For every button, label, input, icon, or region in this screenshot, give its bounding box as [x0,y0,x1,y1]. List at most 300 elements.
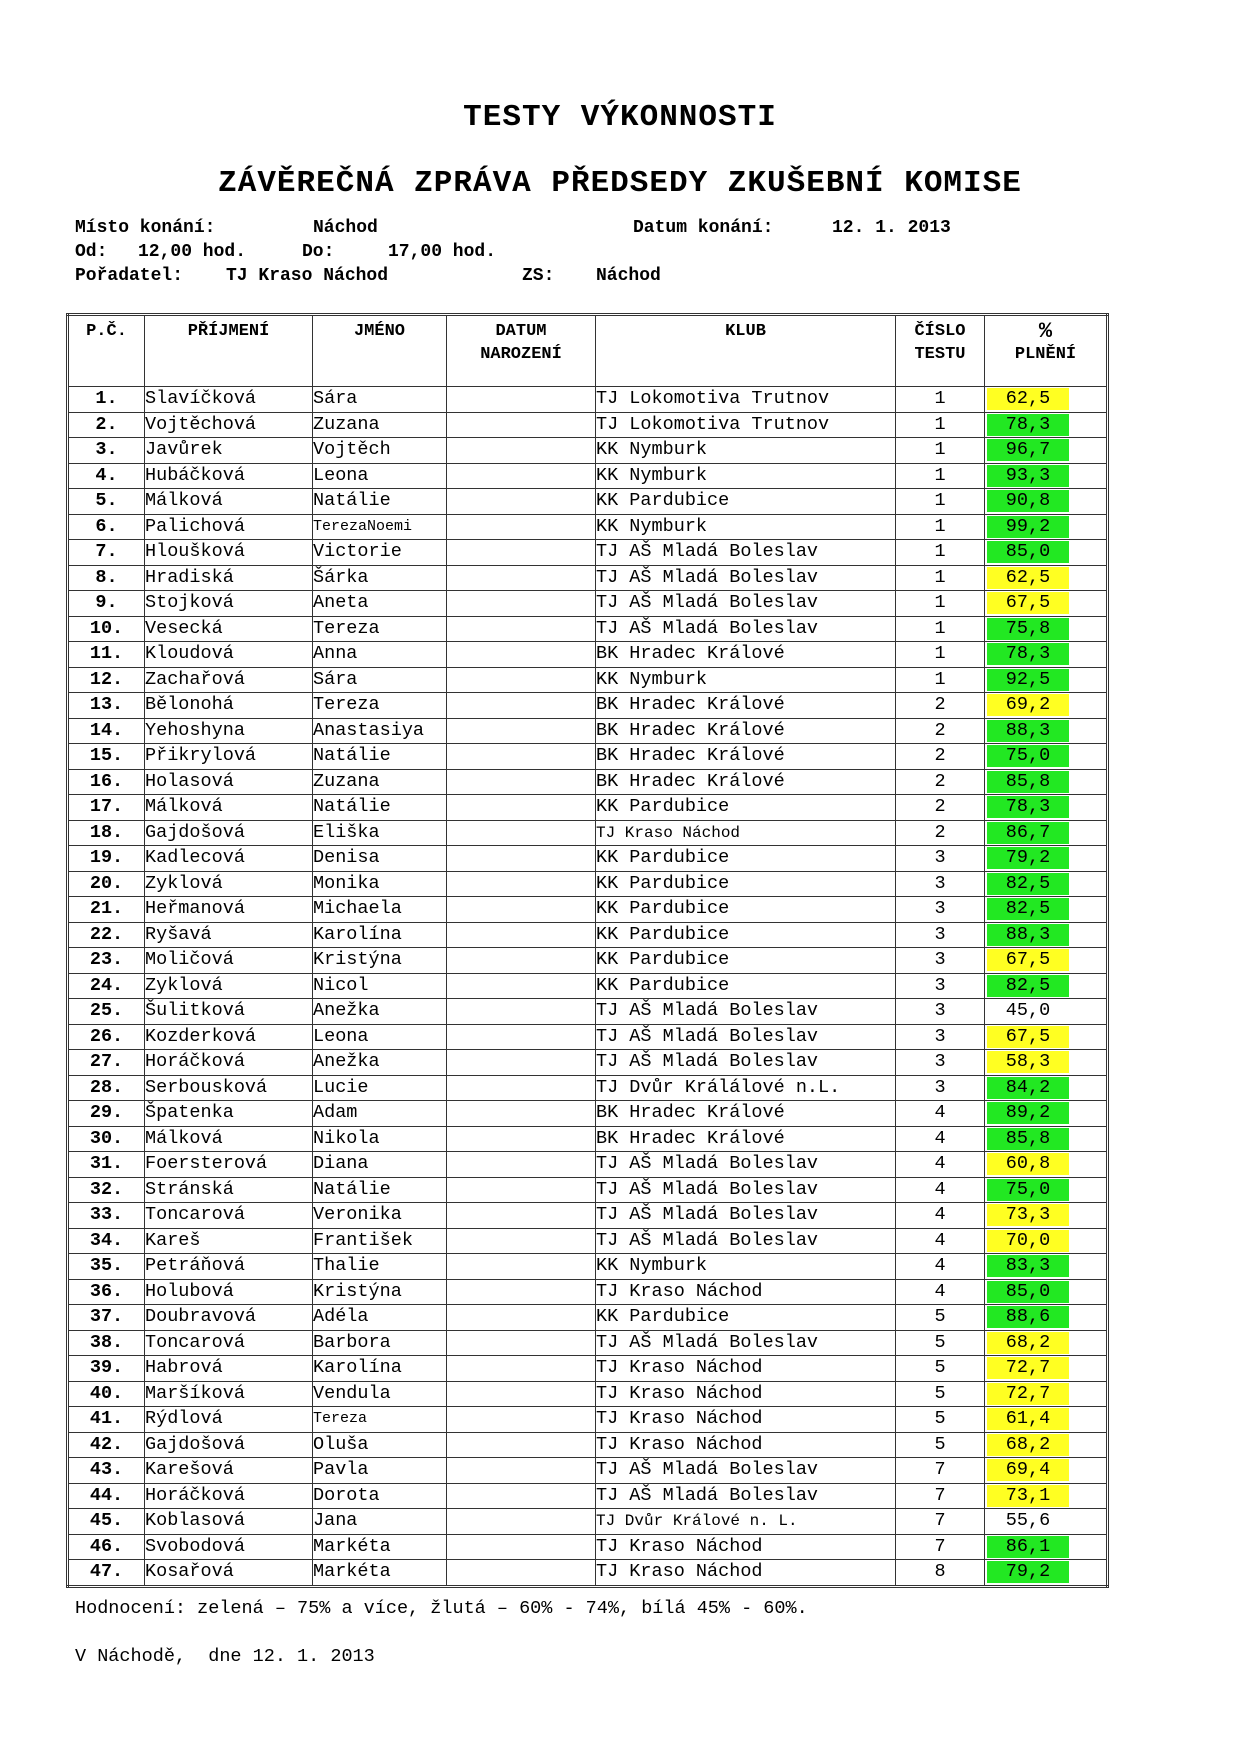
row-first-name: Markéta [313,1560,447,1587]
row-surname: Yehoshyna [145,718,313,744]
table-row [68,1177,1108,1203]
row-birth-date [447,667,596,693]
row-first-name: Kristýna [313,948,447,974]
row-test-number: 4 [896,1203,985,1229]
row-fulfilment [985,1075,1108,1101]
row-test-number: 1 [896,387,985,413]
row-fulfilment [985,1560,1108,1587]
row-birth-date [447,820,596,846]
row-club: KK Nymburk [596,514,896,540]
row-birth-date [447,1279,596,1305]
row-club: TJ AŠ Mladá Boleslav [596,1177,896,1203]
fulfilment-value: 99,2 [987,516,1069,538]
row-first-name: Diana [313,1152,447,1178]
table-row [68,1483,1108,1509]
table-row [68,744,1108,770]
table-row [68,973,1108,999]
fulfilment-value: 79,2 [987,847,1069,869]
from-value: 12,00 hod. [138,242,247,262]
row-birth-date [447,565,596,591]
row-fulfilment [985,489,1108,515]
row-first-name: Nicol [313,973,447,999]
row-first-name: TerezaNoemi [313,514,447,540]
row-first-name: Zuzana [313,412,447,438]
row-club: TJ AŠ Mladá Boleslav [596,999,896,1025]
row-fulfilment [985,1152,1108,1178]
zs-value: Náchod [596,266,661,286]
table-row [68,948,1108,974]
col-header-test-line1: ČÍSLO [914,322,966,341]
row-club: TJ AŠ Mladá Boleslav [596,1024,896,1050]
row-birth-date [447,1483,596,1509]
row-first-name: Natálie [313,744,447,770]
row-test-number: 2 [896,718,985,744]
row-fulfilment [985,999,1108,1025]
row-number: 18. [68,820,145,846]
row-first-name: Thalie [313,1254,447,1280]
row-birth-date [447,591,596,617]
row-fulfilment [985,642,1108,668]
table-row [68,667,1108,693]
table-row [68,591,1108,617]
row-first-name: Tereza [313,616,447,642]
row-test-number: 1 [896,616,985,642]
row-test-number: 8 [896,1560,985,1587]
row-number: 42. [68,1432,145,1458]
zs-label: ZS: [522,266,555,286]
row-club: TJ AŠ Mladá Boleslav [596,1330,896,1356]
row-fulfilment [985,744,1108,770]
table-row [68,1458,1108,1484]
row-club: TJ AŠ Mladá Boleslav [596,1483,896,1509]
row-birth-date [447,693,596,719]
row-number: 43. [68,1458,145,1484]
row-club: BK Hradec Králové [596,1101,896,1127]
row-fulfilment [985,769,1108,795]
row-fulfilment [985,948,1108,974]
col-header-pct-line1: % [1038,319,1053,344]
row-number: 39. [68,1356,145,1382]
row-number: 12. [68,667,145,693]
row-test-number: 5 [896,1407,985,1433]
row-fulfilment [985,616,1108,642]
fulfilment-value: 62,5 [987,567,1069,589]
table-row [68,999,1108,1025]
row-number: 3. [68,438,145,464]
row-birth-date [447,744,596,770]
date-value: 12. 1. 2013 [832,218,951,238]
table-row [68,1228,1108,1254]
from-label: Od: [75,242,108,262]
row-fulfilment [985,1330,1108,1356]
row-fulfilment [985,1279,1108,1305]
row-number: 32. [68,1177,145,1203]
row-first-name: Barbora [313,1330,447,1356]
fulfilment-value: 85,8 [987,771,1069,793]
col-header-birth-line1: DATUM [495,322,547,341]
row-club: KK Nymburk [596,667,896,693]
place-label: Místo konání: [75,218,216,238]
row-first-name: Vojtěch [313,438,447,464]
row-surname: Vojtěchová [145,412,313,438]
row-club: TJ AŠ Mladá Boleslav [596,540,896,566]
row-surname: Toncarová [145,1203,313,1229]
row-number: 16. [68,769,145,795]
row-surname: Kozderková [145,1024,313,1050]
row-test-number: 2 [896,769,985,795]
table-body [68,387,1108,1587]
table-row [68,463,1108,489]
row-club: TJ Dvůr Králálové n.L. [596,1075,896,1101]
row-birth-date [447,438,596,464]
fulfilment-value: 60,8 [987,1153,1069,1175]
row-surname: Bělonohá [145,693,313,719]
row-fulfilment [985,871,1108,897]
table-row [68,897,1108,923]
row-test-number: 1 [896,412,985,438]
table-row [68,1305,1108,1331]
row-birth-date [447,514,596,540]
row-birth-date [447,540,596,566]
row-fulfilment [985,795,1108,821]
table-row [68,1024,1108,1050]
row-surname: Heřmanová [145,897,313,923]
row-surname: Hubáčková [145,463,313,489]
fulfilment-value: 69,2 [987,694,1069,716]
row-first-name: Veronika [313,1203,447,1229]
fulfilment-value: 55,6 [1005,1510,1051,1532]
row-first-name: Natálie [313,795,447,821]
fulfilment-value: 78,3 [987,643,1069,665]
table-row [68,795,1108,821]
fulfilment-value: 67,5 [987,1026,1069,1048]
row-birth-date [447,846,596,872]
row-test-number: 3 [896,1050,985,1076]
row-surname: Koblasová [145,1509,313,1535]
row-birth-date [447,718,596,744]
row-test-number: 5 [896,1381,985,1407]
row-surname: Zyklová [145,973,313,999]
row-number: 5. [68,489,145,515]
fulfilment-value: 75,0 [987,745,1069,767]
col-header-pct [985,315,1108,387]
row-birth-date [447,1458,596,1484]
table-row [68,693,1108,719]
row-surname: Moličová [145,948,313,974]
table-row [68,1075,1108,1101]
row-number: 15. [68,744,145,770]
row-birth-date [447,616,596,642]
col-header-first-name: JMÉNO [313,315,447,387]
fulfilment-value: 79,2 [987,1561,1069,1583]
row-birth-date [447,1534,596,1560]
row-fulfilment [985,412,1108,438]
row-test-number: 5 [896,1432,985,1458]
row-surname: Špatenka [145,1101,313,1127]
row-fulfilment [985,693,1108,719]
fulfilment-value: 61,4 [987,1408,1069,1430]
row-first-name: Natálie [313,1177,447,1203]
row-birth-date [447,1101,596,1127]
row-club: KK Pardubice [596,795,896,821]
row-test-number: 7 [896,1534,985,1560]
row-number: 40. [68,1381,145,1407]
row-surname: Kloudová [145,642,313,668]
row-number: 44. [68,1483,145,1509]
row-number: 28. [68,1075,145,1101]
row-test-number: 4 [896,1254,985,1280]
row-surname: Slavíčková [145,387,313,413]
table-row [68,1279,1108,1305]
row-surname: Horáčková [145,1483,313,1509]
to-value: 17,00 hod. [388,242,497,262]
row-birth-date [447,1254,596,1280]
table-row [68,769,1108,795]
row-club: TJ AŠ Mladá Boleslav [596,616,896,642]
row-first-name: Sára [313,667,447,693]
row-fulfilment [985,1534,1108,1560]
row-club: TJ AŠ Mladá Boleslav [596,1228,896,1254]
row-fulfilment [985,1177,1108,1203]
row-test-number: 5 [896,1305,985,1331]
col-header-club: KLUB [596,315,896,387]
row-first-name: Kristýna [313,1279,447,1305]
row-birth-date [447,489,596,515]
row-birth-date [447,1075,596,1101]
row-club: TJ Kraso Náchod [596,1432,896,1458]
row-test-number: 4 [896,1101,985,1127]
row-first-name: Sára [313,387,447,413]
row-test-number: 1 [896,514,985,540]
row-test-number: 5 [896,1356,985,1382]
row-first-name: Monika [313,871,447,897]
fulfilment-value: 92,5 [987,669,1069,691]
row-surname: Svobodová [145,1534,313,1560]
row-test-number: 1 [896,591,985,617]
row-fulfilment [985,1509,1108,1535]
table-row [68,1356,1108,1382]
table-row [68,412,1108,438]
col-header-pct-line2: PLNĚNÍ [1014,345,1077,364]
row-number: 10. [68,616,145,642]
row-number: 45. [68,1509,145,1535]
row-number: 37. [68,1305,145,1331]
row-club: KK Pardubice [596,489,896,515]
row-first-name: František [313,1228,447,1254]
row-number: 20. [68,871,145,897]
row-first-name: Vendula [313,1381,447,1407]
row-birth-date [447,1126,596,1152]
row-birth-date [447,642,596,668]
row-number: 22. [68,922,145,948]
table-row [68,438,1108,464]
row-surname: Málková [145,1126,313,1152]
fulfilment-value: 72,7 [987,1357,1069,1379]
document-title: TESTY VÝKONNOSTI [463,100,777,135]
row-test-number: 1 [896,642,985,668]
table-row [68,1381,1108,1407]
row-club: BK Hradec Králové [596,769,896,795]
row-birth-date [447,1407,596,1433]
row-club: TJ Kraso Náchod [596,1381,896,1407]
row-fulfilment [985,463,1108,489]
fulfilment-value: 45,0 [1005,1000,1051,1022]
row-number: 8. [68,565,145,591]
col-header-test-line2: TESTU [914,345,966,364]
row-surname: Rýdlová [145,1407,313,1433]
row-birth-date [447,973,596,999]
row-club: KK Nymburk [596,1254,896,1280]
place-value: Náchod [313,218,378,238]
row-fulfilment [985,1024,1108,1050]
table-header-row [68,315,1108,387]
row-fulfilment [985,1407,1108,1433]
row-test-number: 4 [896,1228,985,1254]
row-birth-date [447,922,596,948]
row-birth-date [447,1203,596,1229]
row-first-name: Nikola [313,1126,447,1152]
row-first-name: Tereza [313,1407,447,1433]
fulfilment-value: 96,7 [987,439,1069,461]
fulfilment-value: 84,2 [987,1077,1069,1099]
row-surname: Ryšavá [145,922,313,948]
row-test-number: 1 [896,463,985,489]
row-surname: Gajdošová [145,1432,313,1458]
table-row [68,565,1108,591]
row-surname: Vesecká [145,616,313,642]
row-first-name: Karolína [313,1356,447,1382]
row-birth-date [447,871,596,897]
row-test-number: 3 [896,1075,985,1101]
row-birth-date [447,463,596,489]
row-number: 41. [68,1407,145,1433]
row-fulfilment [985,1458,1108,1484]
row-birth-date [447,795,596,821]
row-test-number: 7 [896,1458,985,1484]
row-club: TJ AŠ Mladá Boleslav [596,565,896,591]
fulfilment-value: 69,4 [987,1459,1069,1481]
row-test-number: 2 [896,693,985,719]
row-surname: Hradiská [145,565,313,591]
fulfilment-value: 68,2 [987,1332,1069,1354]
row-club: KK Nymburk [596,463,896,489]
fulfilment-value: 72,7 [987,1383,1069,1405]
row-birth-date [447,412,596,438]
row-first-name: Anežka [313,999,447,1025]
table-row [68,820,1108,846]
table-row [68,1407,1108,1433]
row-first-name: Anežka [313,1050,447,1076]
table-row [68,922,1108,948]
row-club: TJ Lokomotiva Trutnov [596,412,896,438]
row-birth-date [447,1024,596,1050]
row-club: KK Pardubice [596,973,896,999]
fulfilment-value: 93,3 [987,465,1069,487]
row-club: TJ AŠ Mladá Boleslav [596,1458,896,1484]
row-test-number: 1 [896,438,985,464]
row-club: BK Hradec Králové [596,744,896,770]
col-header-test [896,315,985,387]
table-row [68,1330,1108,1356]
row-test-number: 3 [896,871,985,897]
row-birth-date [447,1381,596,1407]
row-fulfilment [985,591,1108,617]
row-club: KK Pardubice [596,948,896,974]
organizer-label: Pořadatel: [75,266,184,286]
row-surname: Málková [145,795,313,821]
row-number: 24. [68,973,145,999]
row-club: KK Pardubice [596,897,896,923]
row-number: 33. [68,1203,145,1229]
row-surname: Maršíková [145,1381,313,1407]
row-test-number: 7 [896,1483,985,1509]
row-birth-date [447,1356,596,1382]
row-birth-date [447,1432,596,1458]
row-surname: Habrová [145,1356,313,1382]
row-surname: Kosařová [145,1560,313,1587]
row-first-name: Anna [313,642,447,668]
row-test-number: 3 [896,948,985,974]
row-test-number: 4 [896,1279,985,1305]
fulfilment-value: 67,5 [987,592,1069,614]
fulfilment-value: 73,1 [987,1485,1069,1507]
row-surname: Palichová [145,514,313,540]
row-birth-date [447,1330,596,1356]
row-first-name: Karolína [313,922,447,948]
row-number: 25. [68,999,145,1025]
row-number: 30. [68,1126,145,1152]
row-birth-date [447,1050,596,1076]
row-number: 29. [68,1101,145,1127]
table-row [68,871,1108,897]
row-club: BK Hradec Králové [596,642,896,668]
table-row [68,718,1108,744]
row-first-name: Leona [313,463,447,489]
row-surname: Zachařová [145,667,313,693]
row-club: TJ Dvůr Králové n. L. [596,1509,896,1535]
row-first-name: Tereza [313,693,447,719]
row-number: 34. [68,1228,145,1254]
row-club: BK Hradec Králové [596,718,896,744]
row-surname: Holubová [145,1279,313,1305]
fulfilment-value: 58,3 [987,1051,1069,1073]
row-birth-date [447,1560,596,1587]
fulfilment-value: 90,8 [987,490,1069,512]
row-club: TJ AŠ Mladá Boleslav [596,591,896,617]
row-fulfilment [985,540,1108,566]
row-club: BK Hradec Králové [596,693,896,719]
row-birth-date [447,999,596,1025]
row-number: 21. [68,897,145,923]
row-number: 19. [68,846,145,872]
fulfilment-value: 89,2 [987,1102,1069,1124]
row-test-number: 4 [896,1177,985,1203]
row-club: TJ AŠ Mladá Boleslav [596,1152,896,1178]
row-fulfilment [985,846,1108,872]
row-first-name: Dorota [313,1483,447,1509]
fulfilment-value: 85,8 [987,1128,1069,1150]
row-first-name: Adéla [313,1305,447,1331]
table-row [68,489,1108,515]
row-first-name: Natálie [313,489,447,515]
row-club: TJ Lokomotiva Trutnov [596,387,896,413]
fulfilment-value: 88,3 [987,924,1069,946]
fulfilment-value: 62,5 [987,388,1069,410]
row-surname: Javůrek [145,438,313,464]
fulfilment-value: 70,0 [987,1230,1069,1252]
row-fulfilment [985,667,1108,693]
row-fulfilment [985,973,1108,999]
